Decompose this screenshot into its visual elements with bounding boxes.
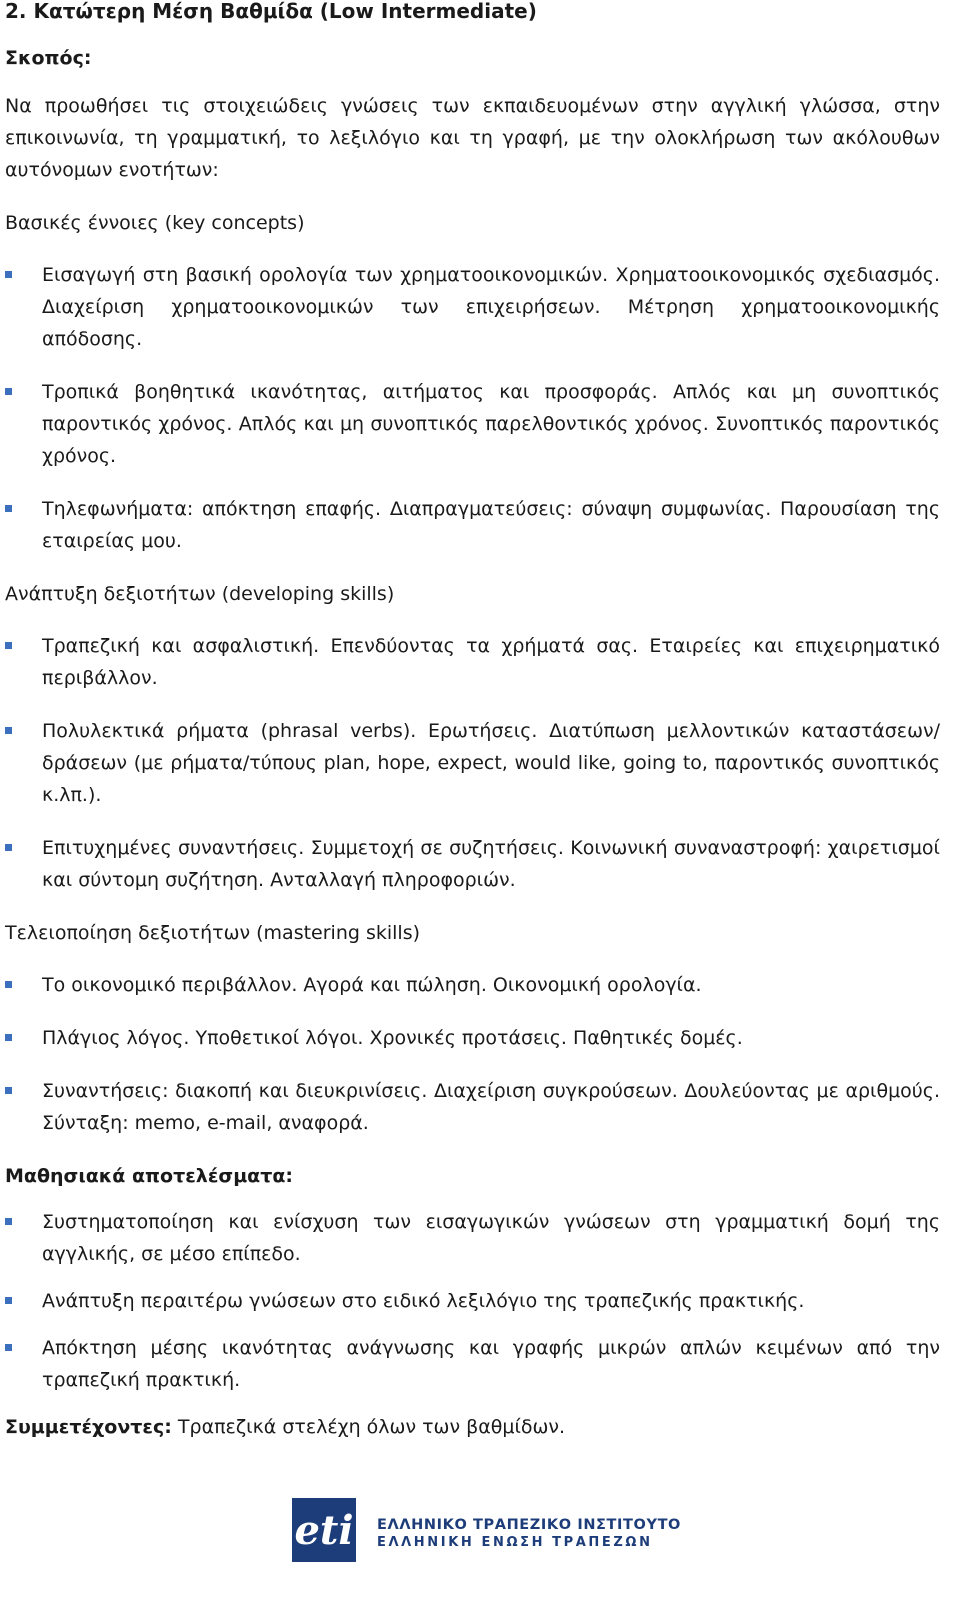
participants-label: Συμμετέχοντες: — [5, 1416, 172, 1438]
eti-logo — [292, 1498, 681, 1562]
document-page — [5, 0, 940, 1443]
square-bullet-icon — [5, 1344, 12, 1351]
participants-text: Τραπεζικά στελέχη όλων των βαθμίδων. — [177, 1416, 566, 1438]
square-bullet-icon — [5, 981, 12, 988]
square-bullet-icon — [5, 388, 12, 395]
square-bullet-icon — [5, 1297, 12, 1304]
section-heading: 2. Κατώτερη Μέση Βαθμίδα (Low Intermediate) — [5, 0, 537, 23]
logo-subtitle: ΕΛΛΗΝΙΚΗ ΕΝΩΣΗ ΤΡΑΠΕΖΩΝ — [377, 1535, 653, 1550]
list-item-text: Τροπικά βοηθητικά ικανότητας, αιτήματος και προσφοράς. Απλός και μη συνοπτικός παροντικός χρόνος. Απλός και μη συνοπτικός παρελθοντικός χρόνος. Συνοπτικός παροντικός χρόνος. — [42, 381, 940, 467]
list-item-text: Πλάγιος λόγος. Υποθετικοί λόγοι. Χρονικές προτάσεις. Παθητικές δομές. — [42, 1027, 743, 1049]
list-item — [5, 1332, 940, 1396]
square-bullet-icon — [5, 1218, 12, 1225]
outcomes-label: Μαθησιακά αποτελέσματα: — [5, 1165, 294, 1187]
square-bullet-icon — [5, 505, 12, 512]
intro-paragraph: Να προωθήσει τις στοιχειώδεις γνώσεις των εκπαιδευομένων στην αγγλική γλώσσα, στην επικοινωνία, τη γραμματική, το λεξιλόγιο και τη γραφή, με την ολοκλήρωση των ακόλουθων αυτόνομων ενοτήτων: — [5, 95, 940, 181]
logo-mark-text: eti — [294, 1507, 354, 1554]
list-item — [5, 1075, 940, 1139]
list-item — [5, 1285, 940, 1317]
list-item — [5, 1022, 940, 1054]
participants-line — [5, 1411, 940, 1443]
eti-logo-mark-icon — [292, 1498, 356, 1562]
list-item-text: Πολυλεκτικά ρήματα (phrasal verbs). Ερωτήσεις. Διατύπωση μελλοντικών καταστάσεων/δράσεων (με ρήματα/τύπους plan, hope, expect, would like, going to, παροντικός συνοπτικός κ.λπ.). — [42, 720, 940, 806]
subsection-title-mastering-skills: Τελειοποίηση δεξιοτήτων (mastering skills) — [5, 922, 421, 944]
square-bullet-icon — [5, 1087, 12, 1094]
mastering-skills-list — [5, 969, 940, 1139]
square-bullet-icon — [5, 727, 12, 734]
key-concepts-list — [5, 259, 940, 557]
list-item-text: Τηλεφωνήματα: απόκτηση επαφής. Διαπραγματεύσεις: σύναψη συμφωνίας. Παρουσίαση της εταιρείας μου. — [42, 498, 940, 552]
square-bullet-icon — [5, 271, 12, 278]
list-item — [5, 832, 940, 896]
purpose-label: Σκοπός: — [5, 47, 92, 69]
list-item — [5, 715, 940, 811]
list-item-text: Το οικονομικό περιβάλλον. Αγορά και πώληση. Οικονομική ορολογία. — [42, 974, 702, 996]
square-bullet-icon — [5, 642, 12, 649]
square-bullet-icon — [5, 1034, 12, 1041]
list-item — [5, 493, 940, 557]
developing-skills-list — [5, 630, 940, 896]
list-item — [5, 969, 940, 1001]
logo-title: ΕΛΛΗΝΙΚΟ ΤΡΑΠΕΖΙΚΟ ΙΝΣΤΙΤΟΥΤΟ — [377, 1517, 681, 1533]
list-item — [5, 1206, 940, 1270]
subsection-title-key-concepts: Βασικές έννοιες (key concepts) — [5, 212, 305, 234]
outcomes-list — [5, 1206, 940, 1396]
subsection-title-developing-skills: Ανάπτυξη δεξιοτήτων (developing skills) — [5, 583, 395, 605]
list-item-text: Ανάπτυξη περαιτέρω γνώσεων στο ειδικό λεξιλόγιο της τραπεζικής πρακτικής. — [42, 1290, 805, 1312]
list-item-text: Συναντήσεις: διακοπή και διευκρινίσεις. Διαχείριση συγκρούσεων. Δουλεύοντας με αριθμούς. Σύνταξη: memo, e-mail, αναφορά. — [42, 1080, 940, 1134]
list-item-text: Απόκτηση μέσης ικανότητας ανάγνωσης και γραφής μικρών απλών κειμένων από την τραπεζική πρακτική. — [42, 1337, 940, 1391]
list-item-text: Συστηματοποίηση και ενίσχυση των εισαγωγικών γνώσεων στη γραμματική δομή της αγγλικής, σε μέσο επίπεδο. — [42, 1211, 940, 1265]
list-item — [5, 630, 940, 694]
list-item-text: Εισαγωγή στη βασική ορολογία των χρηματοοικονομικών. Χρηματοοικονομικός σχεδιασμός. Διαχείριση χρηματοοικονομικών των επιχειρήσεων. Μέτρηση χρηματοοικονομικής απόδοσης. — [42, 264, 940, 350]
list-item-text: Επιτυχημένες συναντήσεις. Συμμετοχή σε συζητήσεις. Κοινωνική συναναστροφή: χαιρετισμοί και σύντομη συζήτηση. Ανταλλαγή πληροφοριών. — [42, 837, 940, 891]
square-bullet-icon — [5, 844, 12, 851]
list-item — [5, 259, 940, 355]
list-item-text: Τραπεζική και ασφαλιστική. Επενδύοντας τα χρήματά σας. Εταιρείες και επιχειρηματικό περιβάλλον. — [42, 635, 940, 689]
list-item — [5, 376, 940, 472]
